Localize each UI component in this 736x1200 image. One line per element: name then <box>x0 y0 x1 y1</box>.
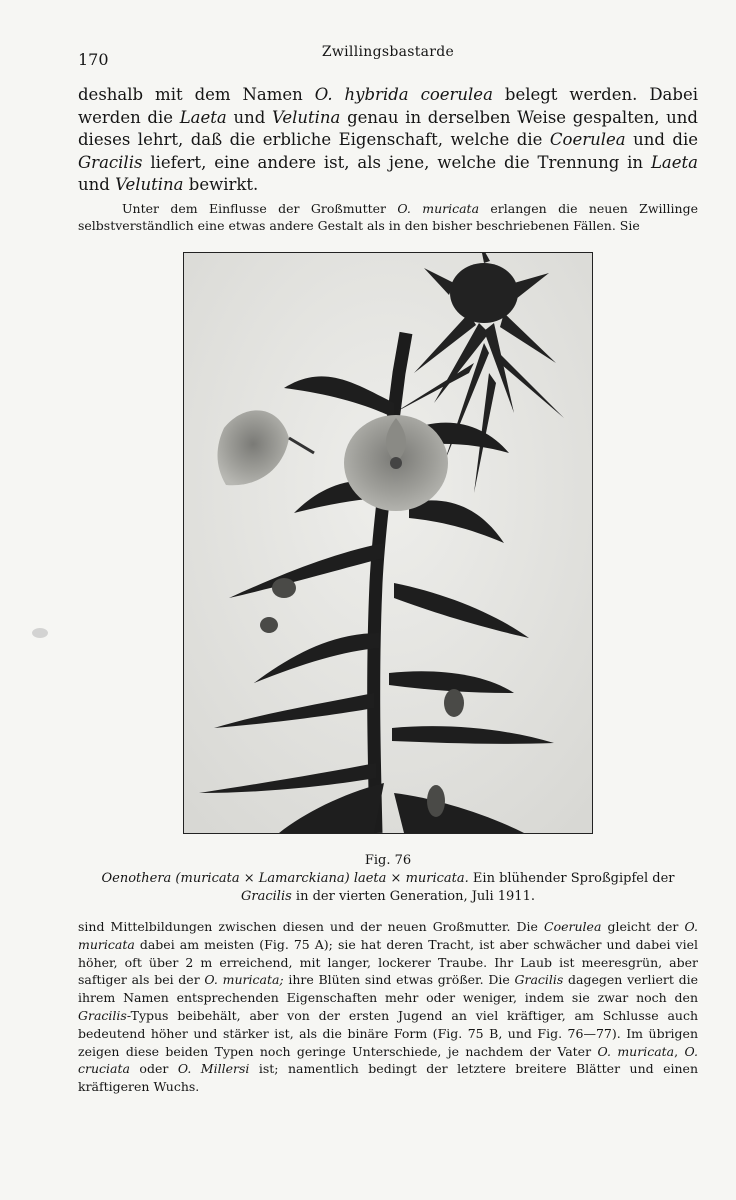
text-run: und die <box>625 130 699 149</box>
text-run: belegt werden. Dabei werden die <box>78 85 699 127</box>
running-title: Zwillingsbastarde <box>321 44 455 60</box>
italic-run: O. muricata; <box>204 972 284 988</box>
italic-run: Lamarckiana) laeta <box>258 871 387 886</box>
italic-run: muricata. <box>405 871 469 886</box>
italic-run: Coerulea <box>544 919 602 934</box>
text-run: -Typus beibehält, aber von der ersten Jugend an viel kräftiger, am Schlusse auch bedeutend höher und stärker ist, als die binäre Form (Fig. 75 B, und Fig. 76—77). Im übrigen zeigen diese beiden Typen noch geringe Unterschiede, je nachdem der Vater <box>78 1007 698 1059</box>
text-run: sind Mittelbildungen zwischen diesen und der neuen Großmutter. Die <box>78 919 545 934</box>
italic-run: O. hybrida coerulea <box>314 85 493 104</box>
italic-run: Oenothera (muricata <box>101 871 240 886</box>
text-run: erlangen die neuen Zwillinge selbstverständlich eine etwas andere Gestalt als in den bisher beschriebenen Fällen. Sie <box>78 201 698 233</box>
text-run: und <box>78 175 116 194</box>
text-run: × <box>386 871 406 886</box>
page-smudge <box>32 628 48 638</box>
italic-run: Gracilis <box>78 152 143 172</box>
flowering-shoot-illustration <box>184 253 592 833</box>
text-run: genau in derselben Weise gespalten, und dieses lehrt, daß die erbliche Eigenschaft, welche die <box>78 107 698 149</box>
italic-run: O. cruciata <box>78 1043 698 1077</box>
italic-run: Gracilis <box>514 972 564 988</box>
text-run: oder <box>129 1061 178 1077</box>
figure-label: Fig. 76 <box>364 853 412 868</box>
page-header <box>78 44 698 68</box>
page-number: 170 <box>78 50 109 69</box>
italic-run: O. muricata <box>597 1043 675 1059</box>
paragraph-3 <box>78 918 698 1096</box>
paragraph-2 <box>78 200 698 234</box>
text-run: und <box>226 107 272 127</box>
italic-run: Gracilis <box>241 889 292 904</box>
text-run: liefert, eine andere ist, als jene, welche die Trennung in <box>142 152 651 172</box>
italic-run: Velutina <box>271 107 341 127</box>
italic-run: O. Millersi <box>177 1061 250 1077</box>
text-run: gleicht der <box>601 919 685 934</box>
text-run: ihre Blüten sind etwas größer. Die <box>283 972 515 988</box>
text-run: , <box>674 1043 685 1059</box>
text-run: deshalb mit dem Namen <box>78 85 315 104</box>
italic-run: Gracilis <box>78 1007 127 1023</box>
italic-run: Velutina <box>115 175 184 194</box>
text-run: dagegen verliert die ihrem Namen entsprechenden Eigenschaften mehr oder weniger, indem sie zwar noch den <box>78 972 699 1006</box>
caption-line-1 <box>78 870 698 888</box>
italic-run: Coerulea <box>549 130 626 149</box>
text-run: × <box>239 871 259 886</box>
text-run: ist; namentlich bedingt der letztere breitere Blätter und einen kräftigeren Wuchs. <box>78 1061 698 1095</box>
text-run: dabei am meisten (Fig. 75 A); sie hat deren Tracht, ist aber schwächer und dabei viel höher, oft über 2 m erreichend, mit langer, lockerer Traube. Ihr Laub ist meeresgrün, aber saftiger als bei der <box>78 936 698 988</box>
figure-caption <box>78 852 698 906</box>
text-run: Ein blühender Sproßgipfel der <box>468 871 675 886</box>
italic-run: O. muricata <box>78 919 698 952</box>
text-run: Unter dem Einflusse der Großmutter <box>122 201 398 216</box>
paragraph-1 <box>78 84 698 197</box>
figure-photograph <box>183 252 593 834</box>
italic-run: O. muricata <box>397 201 480 216</box>
italic-run: Laeta <box>650 152 698 172</box>
text-run: in der vierten Generation, Juli 1911. <box>291 889 535 904</box>
caption-line-2 <box>78 888 698 906</box>
flower-open <box>344 415 448 511</box>
text-run: bewirkt. <box>183 175 259 194</box>
italic-run: Laeta <box>179 107 227 127</box>
